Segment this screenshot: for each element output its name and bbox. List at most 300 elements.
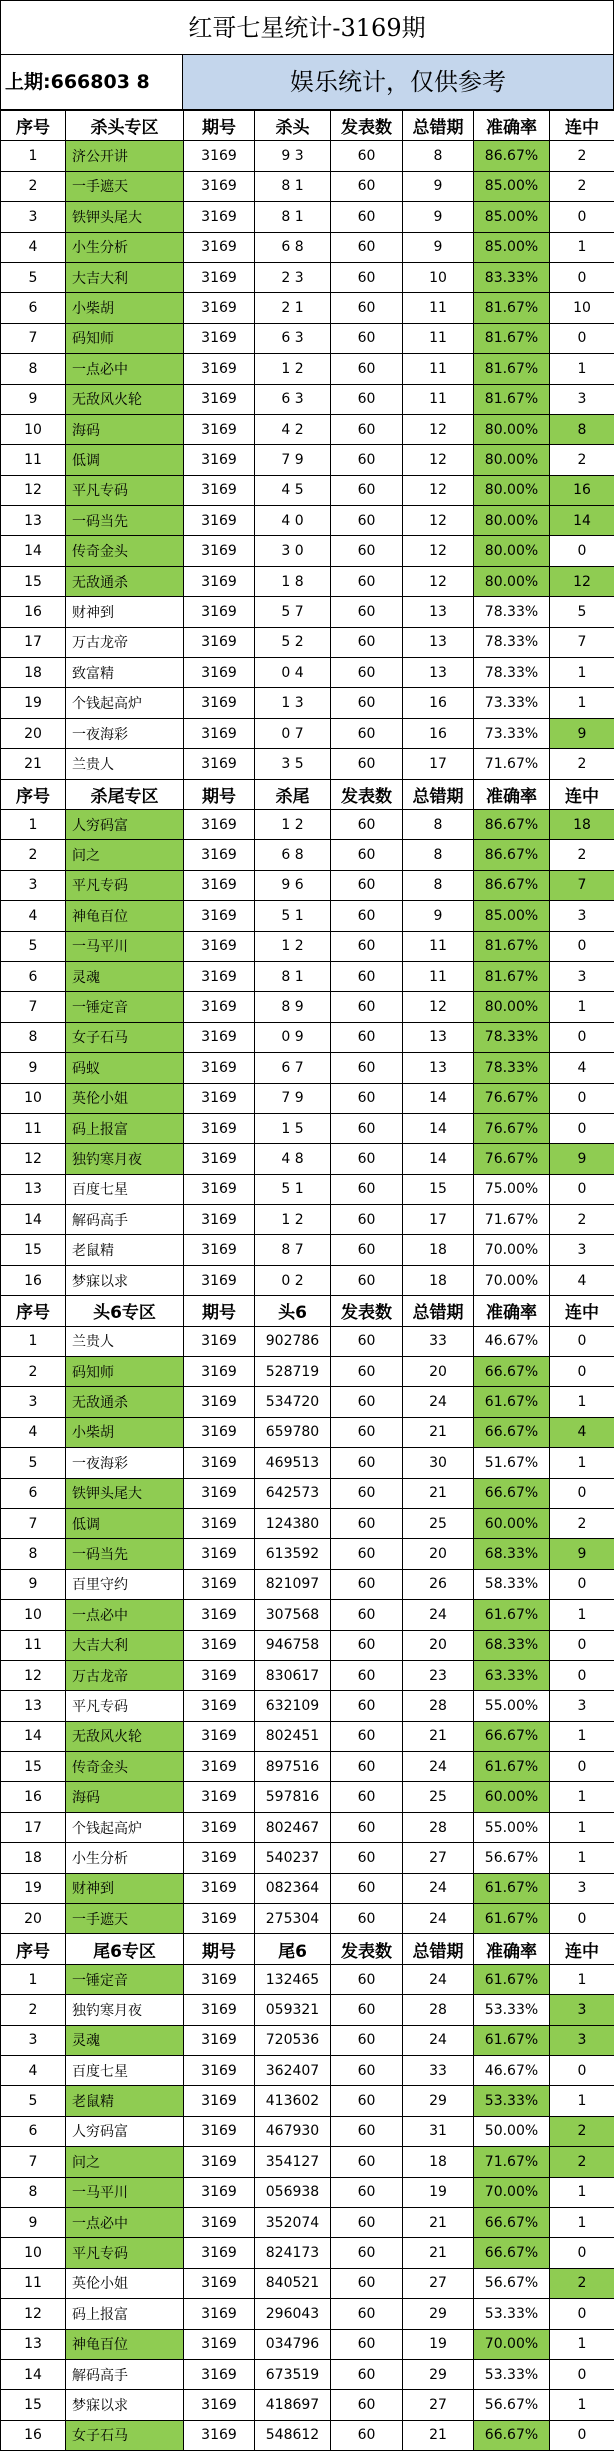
cell-misses: 30 (403, 1448, 474, 1478)
cell-pick: 0 4 (255, 658, 331, 688)
column-header-pick: 头6 (255, 1296, 331, 1326)
cell-index: 9 (1, 1569, 66, 1599)
cell-misses: 8 (403, 141, 474, 171)
table-row (1, 1265, 614, 1295)
cell-posts: 60 (331, 1873, 403, 1903)
cell-index: 9 (1, 1053, 66, 1083)
table-row (1, 1478, 614, 1508)
cell-misses: 26 (403, 1569, 474, 1599)
cell-accuracy: 81.67% (474, 323, 550, 353)
cell-pick: 673519 (255, 2359, 331, 2389)
cell-streak: 0 (550, 2359, 614, 2389)
cell-streak: 1 (550, 2329, 614, 2359)
cell-posts: 60 (331, 688, 403, 718)
cell-pick: 5 1 (255, 1174, 331, 1204)
cell-pick: 413602 (255, 2086, 331, 2116)
cell-misses: 9 (403, 901, 474, 931)
section-header-row (1, 1296, 614, 1326)
cell-misses: 8 (403, 809, 474, 839)
cell-accuracy: 66.67% (474, 1478, 550, 1508)
cell-misses: 20 (403, 1357, 474, 1387)
cell-streak: 3 (550, 961, 614, 991)
cell-index: 6 (1, 2116, 66, 2146)
column-header-pick: 杀头 (255, 111, 331, 141)
cell-posts: 60 (331, 1022, 403, 1052)
cell-misses: 21 (403, 2420, 474, 2450)
cell-issue: 3169 (184, 262, 255, 292)
cell-misses: 11 (403, 323, 474, 353)
cell-posts: 60 (331, 1630, 403, 1660)
cell-posts: 60 (331, 171, 403, 201)
cell-streak: 2 (550, 749, 614, 779)
table-row (1, 1357, 614, 1387)
cell-name: 个钱起高炉 (66, 688, 184, 718)
cell-posts: 60 (331, 1235, 403, 1265)
cell-name: 百度七星 (66, 2056, 184, 2086)
cell-name: 一点必中 (66, 1600, 184, 1630)
cell-pick: 6 8 (255, 840, 331, 870)
cell-accuracy: 78.33% (474, 627, 550, 657)
cell-misses: 15 (403, 1174, 474, 1204)
cell-name: 铁钾头尾大 (66, 1478, 184, 1508)
column-header-misses: 总错期 (403, 1296, 474, 1326)
cell-streak: 3 (550, 1873, 614, 1903)
cell-streak: 14 (550, 506, 614, 536)
cell-accuracy: 81.67% (474, 354, 550, 384)
cell-accuracy: 66.67% (474, 2238, 550, 2268)
column-header-accuracy: 准确率 (474, 1934, 550, 1964)
cell-accuracy: 61.67% (474, 1600, 550, 1630)
cell-misses: 13 (403, 1053, 474, 1083)
cell-accuracy: 66.67% (474, 2420, 550, 2450)
cell-streak: 1 (550, 1387, 614, 1417)
cell-issue: 3169 (184, 1630, 255, 1660)
cell-misses: 12 (403, 536, 474, 566)
section-header-row (1, 779, 614, 809)
cell-streak: 0 (550, 262, 614, 292)
cell-pick: 1 2 (255, 1205, 331, 1235)
cell-misses: 16 (403, 688, 474, 718)
cell-streak: 10 (550, 293, 614, 323)
cell-misses: 31 (403, 2116, 474, 2146)
cell-index: 18 (1, 658, 66, 688)
cell-streak: 4 (550, 1053, 614, 1083)
cell-index: 10 (1, 414, 66, 444)
cell-streak: 0 (550, 1357, 614, 1387)
cell-issue: 3169 (184, 2086, 255, 2116)
cell-streak: 1 (550, 232, 614, 262)
table-row (1, 2299, 614, 2329)
cell-misses: 18 (403, 1235, 474, 1265)
cell-name: 万古龙帝 (66, 1660, 184, 1690)
cell-misses: 21 (403, 2238, 474, 2268)
cell-streak: 1 (550, 2177, 614, 2207)
cell-streak: 1 (550, 1843, 614, 1873)
cell-streak: 0 (550, 1022, 614, 1052)
cell-index: 5 (1, 1448, 66, 1478)
cell-index: 15 (1, 1752, 66, 1782)
cell-accuracy: 68.33% (474, 1539, 550, 1569)
cell-streak: 0 (550, 1083, 614, 1113)
cell-accuracy: 55.00% (474, 1691, 550, 1721)
cell-name: 神龟百位 (66, 901, 184, 931)
cell-name: 个钱起高炉 (66, 1812, 184, 1842)
cell-accuracy: 81.67% (474, 931, 550, 961)
column-header-streak: 连中 (550, 111, 614, 141)
column-header-posts: 发表数 (331, 779, 403, 809)
table-row (1, 2207, 614, 2237)
cell-name: 无敌通杀 (66, 566, 184, 596)
cell-index: 11 (1, 2268, 66, 2298)
table-row (1, 2390, 614, 2420)
table-row (1, 1630, 614, 1660)
table-row (1, 171, 614, 201)
table-row (1, 1721, 614, 1751)
cell-index: 11 (1, 1113, 66, 1143)
stats-table (0, 110, 614, 2451)
cell-name: 码上报富 (66, 2299, 184, 2329)
cell-pick: 613592 (255, 1539, 331, 1569)
column-header-index: 序号 (1, 1934, 66, 1964)
cell-streak: 7 (550, 627, 614, 657)
cell-streak: 2 (550, 2116, 614, 2146)
cell-streak: 0 (550, 2420, 614, 2450)
cell-misses: 21 (403, 1721, 474, 1751)
cell-posts: 60 (331, 1265, 403, 1295)
table-row (1, 384, 614, 414)
cell-name: 英伦小姐 (66, 1083, 184, 1113)
cell-name: 大吉大利 (66, 1630, 184, 1660)
cell-streak: 1 (550, 688, 614, 718)
cell-index: 19 (1, 688, 66, 718)
table-row (1, 1873, 614, 1903)
cell-pick: 354127 (255, 2147, 331, 2177)
cell-pick: 059321 (255, 1995, 331, 2025)
cell-pick: 830617 (255, 1660, 331, 1690)
cell-name: 一马平川 (66, 931, 184, 961)
cell-issue: 3169 (184, 1235, 255, 1265)
cell-pick: 132465 (255, 1964, 331, 1994)
cell-accuracy: 50.00% (474, 2116, 550, 2146)
cell-misses: 21 (403, 2207, 474, 2237)
cell-accuracy: 63.33% (474, 1660, 550, 1690)
column-header-index: 序号 (1, 779, 66, 809)
column-header-pick: 杀尾 (255, 779, 331, 809)
cell-accuracy: 85.00% (474, 202, 550, 232)
cell-name: 一锤定音 (66, 992, 184, 1022)
cell-streak: 0 (550, 1113, 614, 1143)
cell-issue: 3169 (184, 1205, 255, 1235)
cell-name: 财神到 (66, 597, 184, 627)
cell-misses: 24 (403, 1600, 474, 1630)
cell-issue: 3169 (184, 202, 255, 232)
cell-pick: 8 9 (255, 992, 331, 1022)
cell-index: 9 (1, 384, 66, 414)
cell-index: 8 (1, 2177, 66, 2207)
cell-index: 15 (1, 2390, 66, 2420)
cell-pick: 5 1 (255, 901, 331, 931)
cell-issue: 3169 (184, 1053, 255, 1083)
cell-accuracy: 85.00% (474, 171, 550, 201)
cell-pick: 528719 (255, 1357, 331, 1387)
table-row (1, 2329, 614, 2359)
table-row (1, 1387, 614, 1417)
cell-issue: 3169 (184, 1660, 255, 1690)
cell-misses: 12 (403, 475, 474, 505)
table-row (1, 202, 614, 232)
cell-name: 独钓寒月夜 (66, 1144, 184, 1174)
table-row (1, 475, 614, 505)
table-row (1, 2147, 614, 2177)
cell-misses: 21 (403, 1417, 474, 1447)
cell-streak: 0 (550, 1478, 614, 1508)
cell-index: 1 (1, 1326, 66, 1356)
cell-index: 5 (1, 931, 66, 961)
cell-accuracy: 66.67% (474, 2207, 550, 2237)
table-row (1, 749, 614, 779)
cell-pick: 3 5 (255, 749, 331, 779)
cell-streak: 0 (550, 202, 614, 232)
cell-index: 9 (1, 2207, 66, 2237)
cell-posts: 60 (331, 2268, 403, 2298)
cell-name: 兰贵人 (66, 1326, 184, 1356)
cell-pick: 6 3 (255, 384, 331, 414)
column-header-issue: 期号 (184, 1934, 255, 1964)
cell-issue: 3169 (184, 809, 255, 839)
cell-streak: 12 (550, 566, 614, 596)
cell-issue: 3169 (184, 354, 255, 384)
cell-name: 传奇金头 (66, 1752, 184, 1782)
cell-accuracy: 53.33% (474, 1995, 550, 2025)
cell-posts: 60 (331, 1782, 403, 1812)
cell-index: 7 (1, 992, 66, 1022)
cell-name: 无敌通杀 (66, 1387, 184, 1417)
cell-pick: 632109 (255, 1691, 331, 1721)
cell-name: 低调 (66, 1508, 184, 1538)
cell-streak: 16 (550, 475, 614, 505)
cell-accuracy: 76.67% (474, 1083, 550, 1113)
cell-pick: 1 3 (255, 688, 331, 718)
cell-pick: 352074 (255, 2207, 331, 2237)
table-row (1, 627, 614, 657)
table-row (1, 1144, 614, 1174)
cell-accuracy: 58.33% (474, 1569, 550, 1599)
cell-accuracy: 85.00% (474, 232, 550, 262)
cell-streak: 7 (550, 870, 614, 900)
cell-issue: 3169 (184, 1144, 255, 1174)
section-header-row (1, 1934, 614, 1964)
cell-misses: 9 (403, 232, 474, 262)
cell-accuracy: 76.67% (474, 1144, 550, 1174)
cell-pick: 821097 (255, 1569, 331, 1599)
cell-posts: 60 (331, 2420, 403, 2450)
cell-issue: 3169 (184, 961, 255, 991)
cell-index: 8 (1, 354, 66, 384)
cell-posts: 60 (331, 809, 403, 839)
cell-index: 7 (1, 323, 66, 353)
cell-pick: 5 7 (255, 597, 331, 627)
cell-misses: 28 (403, 1812, 474, 1842)
column-header-name: 杀头专区 (66, 111, 184, 141)
disclaimer: 娱乐统计，仅供参考 (183, 55, 613, 109)
cell-pick: 8 1 (255, 202, 331, 232)
cell-issue: 3169 (184, 323, 255, 353)
table-row (1, 1752, 614, 1782)
cell-issue: 3169 (184, 718, 255, 748)
table-row (1, 1569, 614, 1599)
cell-index: 17 (1, 627, 66, 657)
table-row (1, 1417, 614, 1447)
cell-misses: 21 (403, 1478, 474, 1508)
cell-issue: 3169 (184, 688, 255, 718)
cell-issue: 3169 (184, 870, 255, 900)
cell-issue: 3169 (184, 2420, 255, 2450)
cell-name: 神龟百位 (66, 2329, 184, 2359)
cell-issue: 3169 (184, 1022, 255, 1052)
cell-name: 灵魂 (66, 2025, 184, 2055)
cell-streak: 1 (550, 1964, 614, 1994)
cell-name: 万古龙帝 (66, 627, 184, 657)
cell-posts: 60 (331, 1417, 403, 1447)
cell-issue: 3169 (184, 2390, 255, 2420)
table-row (1, 840, 614, 870)
cell-misses: 25 (403, 1508, 474, 1538)
cell-streak: 2 (550, 2268, 614, 2298)
cell-posts: 60 (331, 323, 403, 353)
cell-streak: 0 (550, 1569, 614, 1599)
cell-issue: 3169 (184, 597, 255, 627)
cell-accuracy: 55.00% (474, 1812, 550, 1842)
cell-issue: 3169 (184, 1326, 255, 1356)
cell-issue: 3169 (184, 506, 255, 536)
cell-name: 一码当先 (66, 506, 184, 536)
cell-name: 无敌风火轮 (66, 1721, 184, 1751)
cell-streak: 1 (550, 1782, 614, 1812)
cell-issue: 3169 (184, 1995, 255, 2025)
table-row (1, 2420, 614, 2450)
last-draw: 上期:666803 8 (1, 55, 183, 109)
cell-issue: 3169 (184, 1812, 255, 1842)
cell-pick: 2 3 (255, 262, 331, 292)
cell-posts: 60 (331, 1053, 403, 1083)
cell-pick: 1 5 (255, 1113, 331, 1143)
table-row (1, 688, 614, 718)
cell-issue: 3169 (184, 1782, 255, 1812)
cell-streak: 0 (550, 1904, 614, 1934)
cell-name: 海码 (66, 1782, 184, 1812)
cell-pick: 642573 (255, 1478, 331, 1508)
cell-pick: 659780 (255, 1417, 331, 1447)
cell-index: 8 (1, 1022, 66, 1052)
cell-posts: 60 (331, 2207, 403, 2237)
table-row (1, 414, 614, 444)
cell-name: 平凡专码 (66, 475, 184, 505)
cell-issue: 3169 (184, 2329, 255, 2359)
cell-issue: 3169 (184, 1964, 255, 1994)
table-row (1, 2359, 614, 2389)
cell-index: 14 (1, 1205, 66, 1235)
cell-accuracy: 61.67% (474, 1964, 550, 1994)
cell-misses: 13 (403, 627, 474, 657)
cell-pick: 4 2 (255, 414, 331, 444)
cell-name: 一点必中 (66, 354, 184, 384)
column-header-misses: 总错期 (403, 1934, 474, 1964)
cell-posts: 60 (331, 1904, 403, 1934)
cell-posts: 60 (331, 1326, 403, 1356)
cell-posts: 60 (331, 566, 403, 596)
cell-accuracy: 80.00% (474, 445, 550, 475)
cell-accuracy: 80.00% (474, 475, 550, 505)
cell-posts: 60 (331, 1448, 403, 1478)
cell-name: 女子石马 (66, 1022, 184, 1052)
cell-index: 7 (1, 2147, 66, 2177)
cell-streak: 2 (550, 840, 614, 870)
cell-issue: 3169 (184, 232, 255, 262)
cell-index: 10 (1, 1083, 66, 1113)
cell-issue: 3169 (184, 840, 255, 870)
cell-pick: 1 2 (255, 809, 331, 839)
cell-streak: 4 (550, 1417, 614, 1447)
cell-issue: 3169 (184, 1721, 255, 1751)
cell-pick: 8 1 (255, 171, 331, 201)
cell-posts: 60 (331, 1569, 403, 1599)
column-header-posts: 发表数 (331, 1934, 403, 1964)
cell-issue: 3169 (184, 2147, 255, 2177)
cell-accuracy: 53.33% (474, 2086, 550, 2116)
column-header-name: 尾6专区 (66, 1934, 184, 1964)
cell-name: 独钓寒月夜 (66, 1995, 184, 2025)
table-row (1, 1600, 614, 1630)
cell-accuracy: 73.33% (474, 688, 550, 718)
cell-misses: 24 (403, 1964, 474, 1994)
cell-pick: 6 8 (255, 232, 331, 262)
table-row (1, 1539, 614, 1569)
cell-index: 2 (1, 171, 66, 201)
cell-posts: 60 (331, 1964, 403, 1994)
table-row (1, 2056, 614, 2086)
cell-misses: 11 (403, 293, 474, 323)
cell-posts: 60 (331, 749, 403, 779)
cell-index: 14 (1, 536, 66, 566)
cell-misses: 14 (403, 1083, 474, 1113)
cell-accuracy: 68.33% (474, 1630, 550, 1660)
cell-index: 5 (1, 262, 66, 292)
cell-accuracy: 80.00% (474, 566, 550, 596)
table-row (1, 323, 614, 353)
cell-issue: 3169 (184, 1843, 255, 1873)
table-row (1, 658, 614, 688)
cell-name: 小生分析 (66, 232, 184, 262)
cell-posts: 60 (331, 293, 403, 323)
cell-accuracy: 46.67% (474, 2056, 550, 2086)
table-row (1, 1660, 614, 1690)
table-row (1, 2177, 614, 2207)
table-row (1, 566, 614, 596)
cell-streak: 1 (550, 2207, 614, 2237)
table-row (1, 1022, 614, 1052)
cell-name: 小柴胡 (66, 1417, 184, 1447)
cell-accuracy: 80.00% (474, 536, 550, 566)
cell-posts: 60 (331, 1752, 403, 1782)
cell-pick: 4 5 (255, 475, 331, 505)
cell-pick: 802451 (255, 1721, 331, 1751)
table-row (1, 1053, 614, 1083)
cell-accuracy: 86.67% (474, 809, 550, 839)
cell-accuracy: 66.67% (474, 1357, 550, 1387)
cell-index: 21 (1, 749, 66, 779)
table-row (1, 931, 614, 961)
cell-index: 6 (1, 961, 66, 991)
